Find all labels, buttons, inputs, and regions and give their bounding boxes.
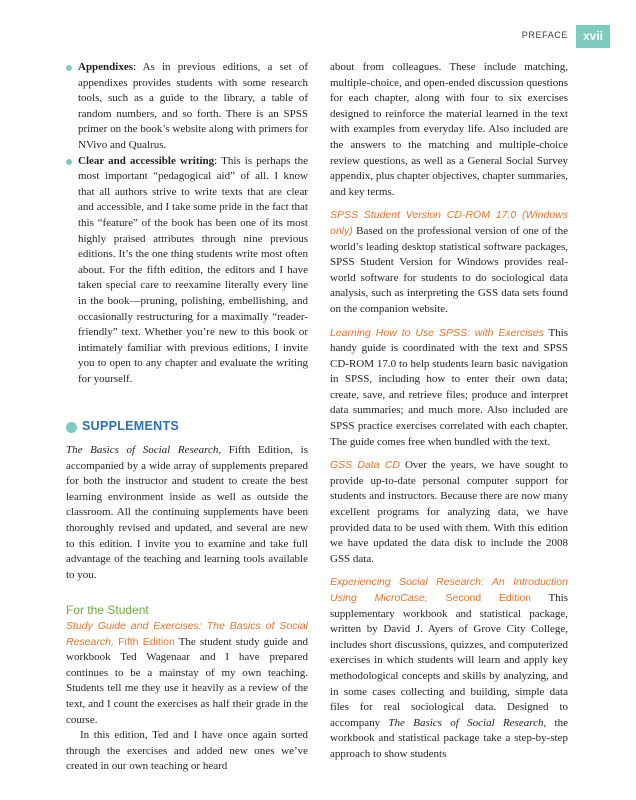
- study-guide-paragraph-2: In this edition, Ted and I have once again sorted through the exercises and added new ones we’ve created in our own teaching or heard: [66, 729, 308, 773]
- learning-spss-title: Learning How to Use SPSS: with Exercises: [330, 326, 544, 339]
- gss-body: Over the years, we have sought to provide up-to-date personal computer support for students and instructors. Because there are now many excellent programs for analyzing data, we have provided data to be used with them. With this edition we have updated the data disk to include the 2008 GSS data.: [330, 459, 568, 565]
- study-guide-body: The student study guide and workbook Ted Wagenaar and I have prepared continues to be a mainstay of my own teaching. Students tell me they use it heavily as a review of the text, and I count the exercises as half their grade in the course.: [66, 635, 308, 726]
- heading-bullet-icon: [66, 422, 77, 433]
- gss-paragraph: [330, 458, 568, 567]
- clear-writing-body: : This is perhaps the most important “pedagogical aid” of all. I know that all authors strive to write texts that are clear and accessible, and I take some pride in the fact that this “feature” of the book has been one of its most highly praised attributes through nine previous editions. It’s the one thing students write most often about. For the fifth edition, the editors and I have taken special care to reexamine literally every line in the book—pruning, polishing, embellishing, and occasionally restructuring for a maximally “reader-friendly” text. Whether you’re new to this book or intimately familiar with previous editions, I invite you to open to any chapter and evaluate the writing for yourself.: [78, 154, 308, 385]
- page-number-tab: xvii: [576, 25, 610, 48]
- appendixes-term: Appendixes: [78, 61, 134, 73]
- learning-spss-paragraph: [330, 326, 568, 451]
- right-column: [330, 60, 568, 763]
- study-guide-paragraph: [66, 619, 308, 728]
- experiencing-edition: Second Edition: [427, 592, 532, 604]
- learning-spss-body: This handy guide is coordinated with the text and SPSS CD-ROM 17.0 to help students learn basic navigation in SPSS, including how to enter their own data; create, save, and retrieve files; produce and interpret data summaries; and much more. Also included are SPSS practice exercises correlated with each chapter. The guide comes free when bundled with the text.: [330, 326, 569, 448]
- book-title: The Basics of Social Research: [66, 444, 219, 457]
- experiencing-title: Experiencing Social Research: An Introduction Using MicroCase,: [330, 576, 568, 604]
- page-header: [0, 0, 636, 48]
- bullet-appendixes: [66, 60, 308, 154]
- for-student-heading: For the Student: [66, 603, 149, 618]
- supplements-heading: [66, 419, 308, 435]
- supplements-intro-body: , Fifth Edition, is accompanied by a wide array of supplements prepared for both the instructor and student to create the best learning environment inside as well as outside the classroom. All the continuing supplements have been thoroughly revised and updated, and several are new to this edition. I invite you to examine and take full advantage of the teaching and learning tools available to you.: [66, 444, 308, 581]
- study-guide-edition: Fifth Edition: [113, 635, 175, 648]
- spss-title: SPSS Student Version CD-ROM 17.0 (Windows only): [330, 209, 568, 237]
- clear-writing-term: Clear and accessible writing: [78, 154, 215, 167]
- experiencing-body-1: This supplementary workbook and statistical package, written by David J. Ayers of Grove City College, includes short discussions, quizzes, and computerized exercises in which students will learn and apply key methodological concepts and skills by analyzing, and in some cases collecting and building, simple data files for real sociological data. Designed to accompany: [330, 592, 569, 729]
- supplements-heading-text: SUPPLEMENTS: [82, 419, 180, 434]
- experiencing-paragraph: [330, 575, 568, 762]
- study-guide-continued: about from colleagues. These include matching, multiple-choice, and open-ended discussion questions for each chapter, along with four to six exercises designed to reinforce the material learned in the text with examples from everyday life. Also included are the answers to the matching and multiple-choice review questions, as well as a General Social Survey appendix, plus chapter objectives, chapter summaries, and key terms.: [330, 61, 568, 198]
- spss-paragraph: [330, 208, 568, 317]
- bullet-icon: [66, 65, 72, 71]
- running-head: PREFACE: [521, 30, 568, 40]
- spss-body: Based on the professional version of one of the world’s leading desktop statistical software packages, SPSS Student Version for Windows provides real-world software for students to do sociological data analysis, such as interpreting the GSS data sets found on the companion website.: [330, 224, 568, 315]
- experiencing-body-2: , the workbook and statistical package take a step-by-step approach to show students: [330, 716, 568, 760]
- appendixes-body: : As in previous editions, a set of appendixes provides students with some research tools, such as a guide to the library, a table of random numbers, and so forth. There is an SPSS primer on the book’s website along with primers for NVivo and Qualrus.: [78, 61, 308, 151]
- bullet-clear-writing: [66, 154, 308, 388]
- gss-title: GSS Data CD: [330, 459, 400, 472]
- left-column: [66, 60, 308, 775]
- supplements-intro: [66, 443, 308, 583]
- experiencing-book-title: The Basics of Social Research: [388, 716, 544, 729]
- study-guide-title: Study Guide and Exercises: The Basics of Social Research,: [66, 620, 308, 648]
- bullet-icon: [66, 159, 72, 165]
